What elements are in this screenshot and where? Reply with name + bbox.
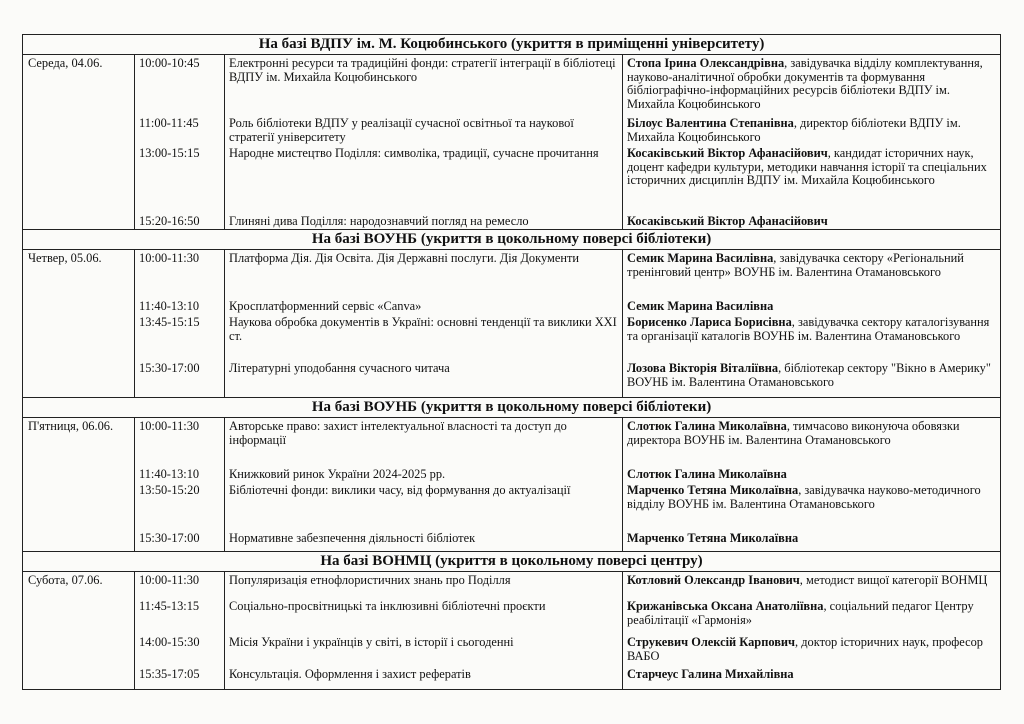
speaker-name: Лозова Вікторія Віталіївна bbox=[627, 361, 779, 375]
session-time: 10:00-11:30 bbox=[139, 419, 200, 433]
topics-cell bbox=[225, 250, 623, 398]
session-time: 10:00-11:30 bbox=[139, 573, 200, 587]
session-speaker bbox=[627, 147, 996, 215]
session-topic: Народне мистецтво Поділля: символіка, традиції, сучасне прочитання bbox=[229, 146, 599, 160]
schedule-table bbox=[22, 34, 1001, 690]
speaker-info: , завідувачка відділу комплектування, науково-аналітичної обробки документів та формування бібліографічно-інформаційних ресурсів бібліотеки ВДПУ ім. Михайла Коцюбинського bbox=[627, 56, 983, 111]
session-time: 14:00-15:30 bbox=[139, 635, 200, 649]
day-row bbox=[23, 250, 1001, 398]
session-topic: Наукова обробка документів в Україні: основні тенденції та виклики ХХІ ст. bbox=[229, 315, 617, 343]
times-cell bbox=[135, 572, 225, 690]
session-topic: Літературні уподобання сучасного читача bbox=[229, 361, 450, 375]
speaker-info: , доктор історичних наук, професор ВАБО bbox=[627, 635, 983, 663]
session-time: 10:00-10:45 bbox=[139, 56, 200, 70]
session-speaker bbox=[627, 215, 996, 229]
schedule-body bbox=[23, 35, 1001, 690]
section-header-row bbox=[23, 398, 1001, 418]
speaker-name: Старчеус Галина Михайлівна bbox=[627, 667, 794, 681]
session-speaker bbox=[627, 484, 996, 532]
session-time: 13:50-15:20 bbox=[139, 483, 200, 497]
session-speaker bbox=[627, 574, 996, 600]
speakers-cell bbox=[623, 572, 1001, 690]
session-topic: Глиняні дива Поділля: народознавчий погляд на ремесло bbox=[229, 214, 529, 228]
schedule-sheet bbox=[22, 34, 1000, 690]
speakers-cell bbox=[623, 418, 1001, 552]
speaker-info: , соціальний педагог Центру реабілітації «Гармонія» bbox=[627, 599, 974, 627]
session-time: 13:00-15:15 bbox=[139, 146, 200, 160]
session-speaker bbox=[627, 600, 996, 636]
session-speaker bbox=[627, 252, 996, 300]
topics-cell bbox=[225, 572, 623, 690]
session-topic: Авторське право: захист інтелектуальної власності та доступ до інформації bbox=[229, 419, 567, 447]
session-topic: Консультація. Оформлення і захист рефератів bbox=[229, 667, 471, 681]
day-label: Середа, 04.06. bbox=[23, 55, 135, 230]
day-label: П'ятниця, 06.06. bbox=[23, 418, 135, 552]
speaker-name: Семик Марина Василівна bbox=[627, 251, 774, 265]
speaker-name: Семик Марина Василівна bbox=[627, 299, 774, 313]
session-time: 15:30-17:00 bbox=[139, 361, 200, 375]
session-topic: Електронні ресурси та традиційні фонди: стратегії інтеграції в бібліотеці ВДПУ ім. Михайла Коцюбинського bbox=[229, 56, 616, 84]
speaker-name: Косаківський Віктор Афанасійович bbox=[627, 214, 828, 228]
times-cell bbox=[135, 250, 225, 398]
session-topic: Нормативне забезпечення діяльності бібліотек bbox=[229, 531, 476, 545]
section-title: На базі ВДПУ ім. М. Коцюбинського (укриття в приміщенні університету) bbox=[23, 35, 1001, 55]
session-time: 11:00-11:45 bbox=[139, 116, 199, 130]
section-title: На базі ВОНМЦ (укриття в цокольному поверсі центру) bbox=[23, 552, 1001, 572]
speaker-name: Крижанівська Оксана Анатоліївна bbox=[627, 599, 824, 613]
section-header-row bbox=[23, 35, 1001, 55]
session-time: 15:30-17:00 bbox=[139, 531, 200, 545]
speaker-name: Білоус Валентина Степанівна bbox=[627, 116, 794, 130]
speaker-name: Котловий Олександр Іванович bbox=[627, 573, 800, 587]
section-header-row bbox=[23, 230, 1001, 250]
session-speaker bbox=[627, 668, 996, 682]
speaker-info: , методист вищої категорії ВОНМЦ bbox=[799, 573, 988, 587]
day-row bbox=[23, 418, 1001, 552]
speakers-cell bbox=[623, 250, 1001, 398]
section-title: На базі ВОУНБ (укриття в цокольному поверсі бібліотеки) bbox=[23, 398, 1001, 418]
speaker-name: Слотюк Галина Миколаївна bbox=[627, 419, 787, 433]
session-topic: Бібліотечні фонди: виклики часу, від формування до актуалізації bbox=[229, 483, 571, 497]
speakers-cell bbox=[623, 55, 1001, 230]
speaker-name: Борисенко Лариса Борисівна bbox=[627, 315, 792, 329]
speaker-info: , тимчасово виконуюча обовязки директора ВОУНБ ім. Валентина Отамановського bbox=[627, 419, 960, 447]
section-header-row bbox=[23, 552, 1001, 572]
session-speaker bbox=[627, 57, 996, 117]
speaker-name: Стопа Ірина Олександрівна bbox=[627, 56, 785, 70]
day-label: Субота, 07.06. bbox=[23, 572, 135, 690]
session-time: 15:35-17:05 bbox=[139, 667, 200, 681]
speaker-info: , завідувачка сектору «Регіональний тренінговий центр» ВОУНБ ім. Валентина Отамановського bbox=[627, 251, 964, 279]
speaker-name: Марченко Тетяна Миколаївна bbox=[627, 531, 799, 545]
topics-cell bbox=[225, 418, 623, 552]
section-title: На базі ВОУНБ (укриття в цокольному поверсі бібліотеки) bbox=[23, 230, 1001, 250]
session-topic: Кросплатформенний сервіс «Canva» bbox=[229, 299, 422, 313]
speaker-info: , директор бібліотеки ВДПУ ім. Михайла Коцюбинського bbox=[627, 116, 961, 144]
speaker-info: , бібліотекар сектору "Вікно в Америку" ВОУНБ ім. Валентина Отамановського bbox=[627, 361, 991, 389]
session-speaker bbox=[627, 532, 996, 546]
session-topic: Платформа Дія. Дія Освіта. Дія Державні послуги. Дія Документи bbox=[229, 251, 580, 265]
speaker-name: Косаківський Віктор Афанасійович bbox=[627, 146, 828, 160]
session-topic: Соціально-просвітницькі та інклюзивні бібліотечні проєкти bbox=[229, 599, 546, 613]
speaker-info: , завідувачка науково-методичного відділу ВОУНБ ім. Валентина Отамановського bbox=[627, 483, 981, 511]
session-time: 10:00-11:30 bbox=[139, 251, 200, 265]
day-row bbox=[23, 572, 1001, 690]
speaker-name: Марченко Тетяна Миколаївна bbox=[627, 483, 799, 497]
session-topic: Роль бібліотеки ВДПУ у реалізації сучасної освітньої та наукової стратегії університету bbox=[229, 116, 574, 144]
session-topic: Популяризація етнофлористичних знань про Поділля bbox=[229, 573, 511, 587]
session-speaker bbox=[627, 117, 996, 147]
session-time: 11:45-13:15 bbox=[139, 599, 200, 613]
session-speaker bbox=[627, 300, 996, 316]
topics-cell bbox=[225, 55, 623, 230]
day-label: Четвер, 05.06. bbox=[23, 250, 135, 398]
session-time: 13:45-15:15 bbox=[139, 315, 200, 329]
session-topic: Книжковий ринок України 2024-2025 рр. bbox=[229, 467, 446, 481]
speaker-info: , кандидат історичних наук, доцент кафедри культури, методики навчання історії та спеціальних історичних дисциплін ВДПУ ім. Михайла Коцюбинського bbox=[627, 146, 987, 188]
speaker-name: Струкевич Олексій Карпович bbox=[627, 635, 796, 649]
session-time: 11:40-13:10 bbox=[139, 299, 200, 313]
speaker-info: , завідувачка сектору каталогізування та організації каталогів ВОУНБ ім. Валентина Отамановського bbox=[627, 315, 990, 343]
session-speaker bbox=[627, 636, 996, 668]
session-speaker bbox=[627, 420, 996, 468]
session-time: 15:20-16:50 bbox=[139, 214, 200, 228]
speaker-name: Слотюк Галина Миколаївна bbox=[627, 467, 787, 481]
times-cell bbox=[135, 55, 225, 230]
session-topic: Місія України і українців у світі, в історії і сьогоденні bbox=[229, 635, 514, 649]
day-row bbox=[23, 55, 1001, 230]
session-speaker bbox=[627, 316, 996, 362]
session-speaker bbox=[627, 468, 996, 484]
session-time: 11:40-13:10 bbox=[139, 467, 200, 481]
session-speaker bbox=[627, 362, 996, 390]
times-cell bbox=[135, 418, 225, 552]
